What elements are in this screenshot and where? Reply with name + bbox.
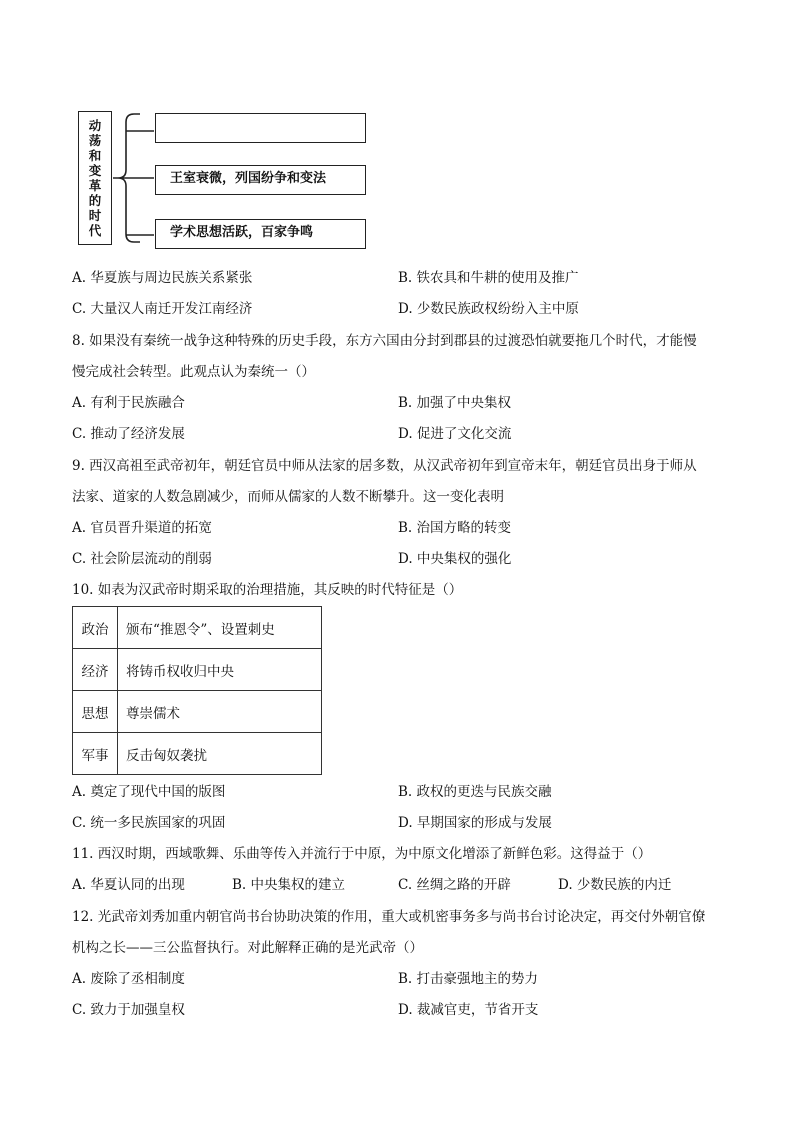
diagram-box-blank [155,113,366,143]
q11-stem: 11. 西汉时期，西域歌舞、乐曲等传入并流行于中原，为中原文化增添了新鲜色彩。这得益于（） [72,846,652,862]
q12-option-d[interactable]: D. 裁减官吏，节省开支 [398,1002,539,1018]
q9-option-d[interactable]: D. 中央集权的强化 [398,551,512,567]
diagram-box-3: 学术思想活跃，百家争鸣 [155,219,366,249]
q11-option-b[interactable]: B. 中央集权的建立 [232,877,346,893]
table-cell-measure: 反击匈奴袭扰 [118,733,322,775]
table-cell-measure: 颁布“推恩令”、设置刺史 [118,607,322,649]
q7-option-b[interactable]: B. 铁农具和牛耕的使用及推广 [398,270,579,286]
q10-option-b[interactable]: B. 政权的更迭与民族交融 [398,784,552,800]
q10-option-d[interactable]: D. 早期国家的形成与发展 [398,815,552,831]
q11-option-c[interactable]: C. 丝绸之路的开辟 [398,877,511,893]
q9-stem-line2: 法家、道家的人数急剧减少，而师从儒家的人数不断攀升。这一变化表明 [72,489,504,505]
diagram-box-2: 王室衰微，列国纷争和变法 [155,165,366,195]
table-cell-category: 思想 [73,691,118,733]
table-row [73,607,322,649]
q8-option-b[interactable]: B. 加强了中央集权 [398,395,512,411]
diagram-title-char: 时 [88,208,102,223]
q10-option-c[interactable]: C. 统一多民族国家的巩固 [72,815,226,831]
q9-stem-line1: 9. 西汉高祖至武帝初年，朝廷官员中师从法家的居多数，从汉武帝初年到宣帝末年，朝廷官员出身于师从 [72,458,697,474]
q10-stem: 10. 如表为汉武帝时期采取的治理措施，其反映的时代特征是（） [72,582,463,598]
diagram-title-char: 荡 [88,133,102,148]
diagram-title-char: 革 [88,178,102,193]
table-row [73,691,322,733]
q7-option-c[interactable]: C. 大量汉人南迁开发江南经济 [72,301,253,317]
table-cell-measure: 将铸币权收归中央 [118,649,322,691]
q9-option-a[interactable]: A. 官员晋升渠道的拓宽 [72,520,212,536]
q7-option-a[interactable]: A. 华夏族与周边民族关系紧张 [72,270,253,286]
q8-option-c[interactable]: C. 推动了经济发展 [72,426,185,442]
q9-option-b[interactable]: B. 治国方略的转变 [398,520,512,536]
q10-option-a[interactable]: A. 奠定了现代中国的版图 [72,784,226,800]
q12-option-b[interactable]: B. 打击豪强地主的势力 [398,971,539,987]
q8-stem-line1: 8. 如果没有秦统一战争这种特殊的历史手段，东方六国由分封到郡县的过渡恐怕就要拖几个时代，才能慢 [72,333,697,349]
table-row [73,649,322,691]
brace-connector [112,111,156,245]
diagram-title-box [78,111,112,245]
measures-table [72,606,322,775]
diagram-title-char: 的 [88,193,102,208]
table-row [73,733,322,775]
q12-stem-line1: 12. 光武帝刘秀加重内朝官尚书台协助决策的作用，重大或机密事务多与尚书台讨论决定，再交付外朝官僚 [72,909,706,925]
table-cell-category: 经济 [73,649,118,691]
diagram-title-char: 动 [88,118,102,133]
table-cell-measure: 尊崇儒术 [118,691,322,733]
diagram-title-char: 变 [88,163,102,178]
q9-option-c[interactable]: C. 社会阶层流动的削弱 [72,551,212,567]
q12-option-a[interactable]: A. 废除了丞相制度 [72,971,185,987]
table-cell-category: 政治 [73,607,118,649]
q8-option-d[interactable]: D. 促进了文化交流 [398,426,512,442]
q8-stem-line2: 慢完成社会转型。此观点认为秦统一（） [72,364,315,380]
q7-option-d[interactable]: D. 少数民族政权纷纷入主中原 [398,301,579,317]
table-cell-category: 军事 [73,733,118,775]
q11-option-d[interactable]: D. 少数民族的内迁 [558,877,672,893]
diagram-title-char: 和 [88,148,102,163]
q11-option-a[interactable]: A. 华夏认同的出现 [72,877,185,893]
q12-option-c[interactable]: C. 致力于加强皇权 [72,1002,185,1018]
diagram-title-char: 代 [88,223,102,238]
q12-stem-line2: 机构之长——三公监督执行。对此解释正确的是光武帝（） [72,940,423,956]
q8-option-a[interactable]: A. 有利于民族融合 [72,395,185,411]
